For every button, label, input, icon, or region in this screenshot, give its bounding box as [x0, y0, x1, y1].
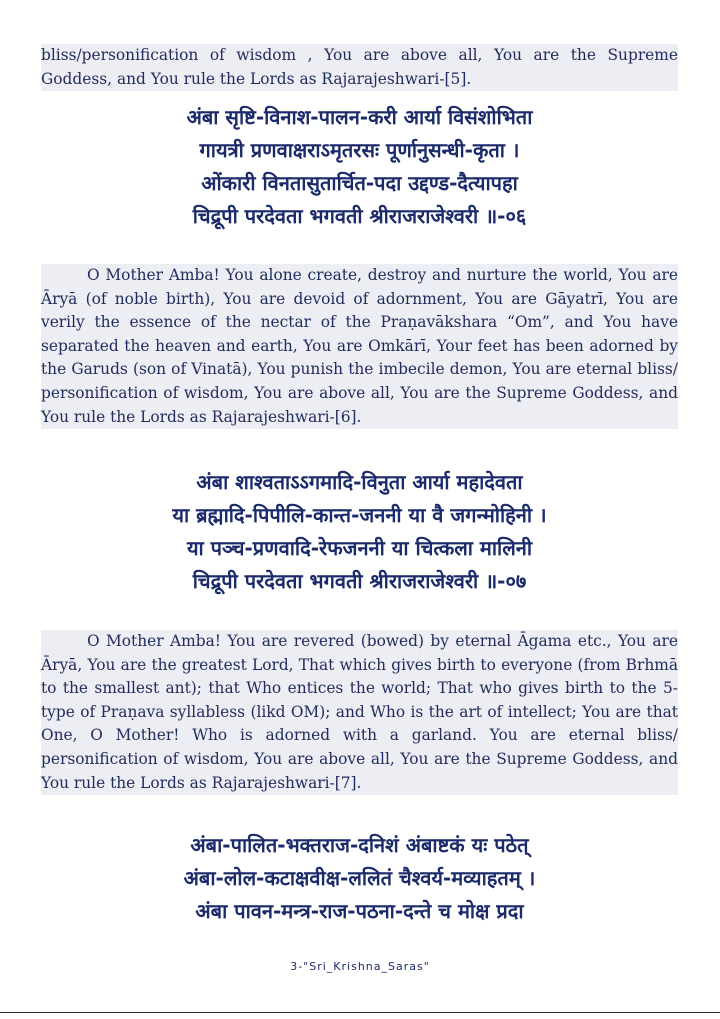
verse-line: चिद्रूपी परदेवता भगवती श्रीराजराजेश्वरी ॥-०७: [192, 569, 527, 593]
sanskrit-verse-8: [41, 829, 678, 928]
verse-line: अंबा-पालित-भक्तराज-दनिशं अंबाष्टकं यः पठेत्: [190, 833, 529, 857]
sanskrit-verse-7: [41, 466, 678, 598]
verse-line: अंबा सृष्टि-विनाश-पालन-करी आर्या विसंशोभिता: [186, 105, 533, 129]
translation-paragraph-6: O Mother Amba! You alone create, destroy and nurture the world, You are Āryā (of noble birth), You are devoid of adornment, You are Gāyatrī, You are verily the essence of the nectar of the Praṇavākshara “Om”, and You have separated the heaven and earth, You are Omkārī, Your feet has been adorned by the Garuds (son of Vinatā), You punish the imbecile demon, You are eternal bliss/ personification of wisdom, You are above all, You are the Supreme Goddess, and You rule the Lords as Rajarajeshwari-[6].: [41, 264, 678, 429]
verse-line: या ब्रह्मादि-पिपीलि-कान्त-जननी या वै जगन्मोहिनी ।: [172, 503, 547, 527]
verse-line: गायत्री प्रणवाक्षराऽमृतरसः पूर्णानुसन्धी-कृता ।: [199, 138, 520, 162]
verse-line: अंबा-लोल-कटाक्षवीक्ष-ललितं चैश्वर्य-मव्याहतम् ।: [183, 866, 536, 890]
sanskrit-verse-6: [41, 101, 678, 233]
verse-line: चिद्रूपी परदेवता भगवती श्रीराजराजेश्वरी ॥-०६: [192, 204, 527, 228]
page-footer: 3-"Sri_Krishna_Saras": [290, 960, 430, 973]
bottom-divider: [0, 1012, 720, 1013]
translation-paragraph-7: O Mother Amba! You are revered (bowed) by eternal Āgama etc., You are Āryā, You are the greatest Lord, That which gives birth to everyone (from Brhmā to the smallest ant); that Who entices the world; That who gives birth to the 5-type of Praṇava syllabless (likd OM); and Who is the art of intellect; You are that One, O Mother! Who is adorned with a garland. You are eternal bliss/ personification of wisdom, You are above all, You are the Supreme Goddess, and You rule the Lords as Rajarajeshwari-[7].: [41, 630, 678, 795]
verse-line: या पञ्च-प्रणवादि-रेफजननी या चित्कला मालिनी: [186, 536, 533, 560]
verse-line: अंबा पावन-मन्त्र-राज-पठना-दन्ते च मोक्ष प्रदा: [195, 899, 524, 923]
verse-line: अंबा शाश्वताऽऽगमादि-विनुता आर्या महादेवता: [196, 470, 523, 494]
paragraph-verse5-end: bliss/personification of wisdom , You are above all, You are the Supreme Goddess, and You rule the Lords as Rajarajeshwari-[5].: [41, 44, 678, 91]
verse-line: ओंकारी विनतासुतार्चित-पदा उद्दण्ड-दैत्यापहा: [201, 171, 518, 195]
